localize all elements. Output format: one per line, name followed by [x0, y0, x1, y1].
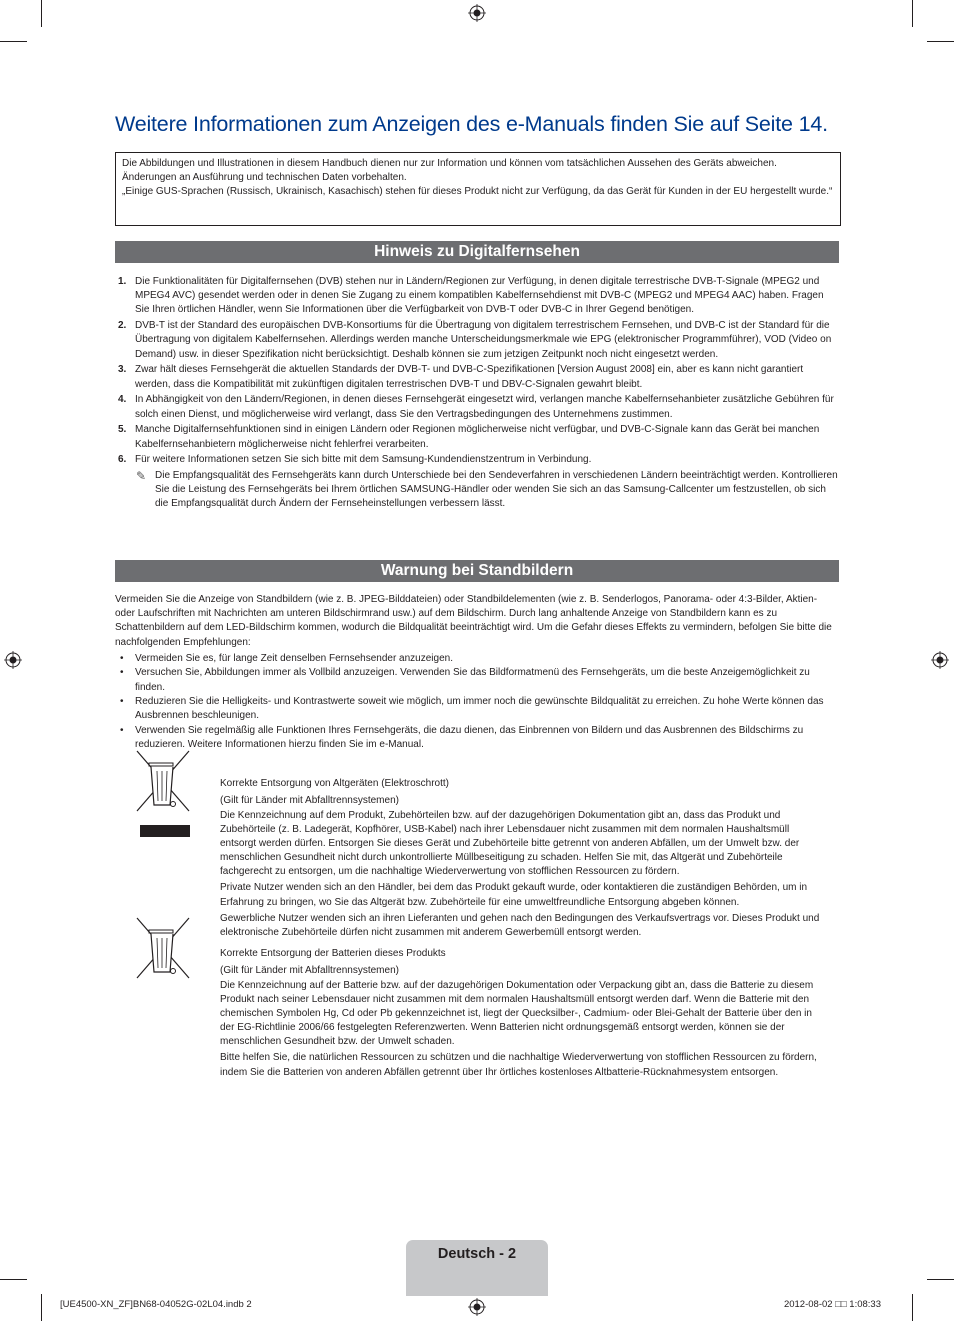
notice-box — [115, 152, 841, 226]
registration-mark-icon — [468, 1298, 486, 1316]
list-item — [115, 275, 839, 318]
crop-mark — [912, 0, 913, 27]
disposal-paragraph: Bitte helfen Sie, die natürlichen Ressourcen zu schützen und die nachhaltige Wiederverwertung von stofflichen Ressourcen zu fördern, indem Sie die Batterien von anderen Abfällen getrennt über Ihr örtliches kostenloses Altbatterie-Rücknahmesystem entsorgen. — [220, 1052, 817, 1078]
disposal-heading: Korrekte Entsorgung von Altgeräten (Elektroschrott) — [220, 778, 450, 789]
digital-tv-list — [115, 275, 839, 513]
crop-mark — [0, 1279, 27, 1280]
section-heading-still-images: Warnung bei Standbildern — [115, 560, 839, 582]
disposal-heading: Korrekte Entsorgung der Batterien dieses Produkts — [220, 948, 446, 959]
recommendation-list — [115, 652, 839, 752]
item-text: Vermeiden Sie es, für lange Zeit denselben Fernsehsender anzuzeigen. — [135, 652, 453, 664]
disposal-section-batteries — [220, 945, 820, 1082]
item-text: Für weitere Informationen setzen Sie sich bitte mit dem Samsung-Kundendienstzentrum in Verbindung. — [135, 454, 592, 466]
notice-text: „Einige GUS-Sprachen (Russisch, Ukrainisch, Kasachisch) stehen für dieses Produkt nicht zur Verfügung, da das Gerät für Kunden in der EU hergestellt wurde.“ — [122, 186, 833, 198]
crop-mark — [0, 41, 27, 42]
registration-mark-icon — [4, 651, 22, 669]
item-text: Reduzieren Sie die Helligkeits- und Kontrastwerte soweit wie möglich, um immer noch die gewünschte Bildqualität zu erreichen. Zu hohe Werte können das Ausbrennen beschleunigen. — [135, 696, 824, 722]
item-number: 1. — [118, 276, 127, 287]
registration-mark-icon — [931, 651, 949, 669]
list-item — [115, 363, 839, 391]
item-text: Zwar hält dieses Fernsehgerät die aktuellen Standards der DVB-T- und DVB-C-Spezifikationen [Version August 2008] ein, aber es kann nicht garantiert werden, dass die Kompatibilität mit zukünftigen digitalen terrestrischen DVB-T und DBV-C-Signalen gewahrt bleibt. — [135, 364, 804, 390]
notice-text: Die Abbildungen und Illustrationen in diesem Handbuch dienen nur zur Information und können vom tatsächlichen Aussehen des Geräts abweichen. Änderungen an Ausführung und technischen Daten vorbehalten. — [122, 158, 777, 184]
disposal-subheading: (Gilt für Länder mit Abfalltrennsystemen) — [220, 795, 399, 806]
list-item — [115, 666, 839, 694]
bullet: • — [120, 724, 124, 736]
item-number: 5. — [118, 424, 127, 436]
crop-mark — [912, 1294, 913, 1321]
section-heading-digital-tv: Hinweis zu Digitalfernsehen — [115, 241, 839, 263]
registration-mark-icon — [468, 4, 486, 22]
print-slug-file: [UE4500-XN_ZF]BN68-04052G-02L04.indb 2 — [60, 1299, 252, 1310]
crop-mark — [927, 41, 954, 42]
crop-mark — [927, 1279, 954, 1280]
crop-mark — [41, 1294, 42, 1321]
crossed-bin-icon — [133, 749, 193, 839]
reception-note — [135, 469, 839, 512]
item-text: Versuchen Sie, Abbildungen immer als Vollbild anzuzeigen. Verwenden Sie das Bildformatmenü des Fernsehgeräts, um die beste Anzeigemöglichkeit zu finden. — [135, 667, 810, 693]
disposal-paragraph: Die Kennzeichnung auf dem Produkt, Zubehörteilen bzw. auf der dazugehörigen Dokumentation gibt an, dass das Produkt und Zubehörteile (z. B. Ladegerät, Kopfhörer, USB-Kabel) nach ihrer Lebensdauer nicht zusammen mit dem normalen Haushaltsmüll entsorgt werden dürfen. Entsorgen Sie dieses Gerät und Zubehörteile bitte getrennt von anderen Abfällen, um der Umwelt bzw. der menschlichen Gesundheit nicht durch unkontrollierte Müllbeseitigung zu schaden. Helfen Sie mit, das Altgerät und Zubehörteile fachgerecht zu entsorgen, um die nachhaltige Wiederverwertung von stofflichen Ressourcen zu fördern. — [220, 810, 800, 878]
item-text: DVB-T ist der Standard des europäischen DVB-Konsortiums für die Übertragung von digitalem terrestrischem Fernsehen, und DVB-C ist der Standard für die Übertragung von digitalem Kabelfernsehen. Allerdings werden manche Unterscheidungsmerkmale wie EPG (elektronischer Programmführer), VOD (Video on Demand) usw. in dieser Spezifikation nicht berücksichtigt. Deshalb können sie zum jetzigen Zeitpunkt noch nicht eingesetzt werden. — [135, 320, 832, 360]
item-number: 2. — [118, 320, 127, 332]
list-item — [115, 453, 839, 511]
page-number: Deutsch - 2 — [437, 1246, 517, 1262]
bullet: • — [120, 652, 124, 664]
list-item — [115, 423, 839, 451]
still-image-warning — [115, 593, 839, 752]
note-text: Die Empfangsqualität des Fernsehgeräts kann durch Unterschiede bei den Sendeverfahren in verschiedenen Ländern beeinträchtigt werden. Kontrollieren Sie die Leistung des Fernsehgeräts bei Ihrem örtlichen SAMSUNG-Händler oder wenden Sie sich an das Samsung-Callcenter um festzustellen, ob sich die Empfangsqualität durch Ändern der Fernseheinstellungen verbessern lässt. — [155, 469, 838, 510]
item-text: Manche Digitalfernsehfunktionen sind in einigen Ländern oder Regionen möglicherweise nicht verfügbar, und DVB-C-Signale kann das Gerät bei manchen Kabelfernsehanbietern möglicherweise nicht fehlerfrei verarbeiten. — [135, 424, 820, 450]
pencil-note-icon: ✎ — [136, 468, 147, 483]
item-number: 4. — [118, 394, 127, 406]
print-slug-date: 2012-08-02 □□ 1:08:33 — [783, 1299, 881, 1310]
list-item — [115, 393, 839, 421]
page-title: Weitere Informationen zum Anzeigen des e-Manuals finden Sie auf Seite 14. — [115, 112, 828, 136]
list-item — [115, 652, 839, 666]
item-text: Verwenden Sie regelmäßig alle Funktionen Ihres Fernsehgeräts, die dazu dienen, das Einbrennen von Bildern und das Ausbrennen des Bildschirms zu reduzieren. Weitere Informationen hierzu finden Sie im e-Manual. — [135, 724, 804, 750]
crop-mark — [41, 0, 42, 27]
bullet: • — [120, 696, 124, 708]
disposal-paragraph: Private Nutzer wenden sich an den Händler, bei dem das Produkt gekauft wurde, oder kontaktieren die zuständigen Behörden, um in Erfahrung zu bringen, wo Sie das Altgerät bzw. Zubehörteile für eine umweltfreundliche Entsorgung abgeben können. — [220, 882, 808, 908]
item-text: Die Funktionalitäten für Digitalfernsehen (DVB) stehen nur in Ländern/Regionen zur Verfügung, in denen digitale terrestrische DVB-T-Signale (MPEG2 und MPEG4 AVC) gesendet werden oder in denen Sie Zugang zu einem kompatiblen Kabelfernsehdienst mit DVB-C (MPEG2 und MPEG4 AAC) haben. Fragen Sie Ihren örtlichen Händler, wenn Sie Informationen über die Verfügbarkeit von DVB-T oder DVB-C in Ihrer Gegend benötigen. — [135, 276, 824, 316]
item-number: 6. — [118, 454, 127, 466]
disposal-subheading: (Gilt für Länder mit Abfalltrennsystemen) — [220, 965, 399, 976]
crossed-bin-icon — [133, 916, 193, 982]
bullet: • — [120, 667, 124, 679]
item-number: 3. — [118, 364, 127, 376]
list-item — [115, 724, 839, 752]
item-text: In Abhängigkeit von den Ländern/Regionen, in denen dieses Fernsehgerät eingesetzt wird, verlangen manche Kabelfernsehanbieter zusätzliche Gebühren für solch einen Dienst, und möglicherweise wird verlangt, dass Sie den Vertragsbedingungen des Unternehmens zustimmen. — [135, 394, 834, 420]
disposal-paragraph: Gewerbliche Nutzer wenden sich an ihren Lieferanten und gehen nach den Bedingungen des Verkaufsvertrags vor. Dieses Produkt und elektronische Zubehörteile dürfen nicht zusammen mit anderem Gewerbemüll entsorgt werden. — [220, 912, 820, 938]
list-item — [115, 695, 839, 723]
list-item — [115, 319, 839, 362]
warning-intro: Vermeiden Sie die Anzeige von Standbildern (wie z. B. JPEG-Bilddateien) oder Standbildelementen (wie z. B. Senderlogos, Panorama- oder 4:3-Bilder, Aktien- oder Laufschriften mit Nachrichten am unteren Bildschirmrand usw.) auf dem Bildschirm. Durch lang anhaltende Anzeige von Standbildern kann es zu Schattenbildern auf dem LED-Bildschirm kommen, wodurch die Bildqualität beeinträchtigt wird. Um die Gefahr dieses Effekts zu vermindern, befolgen Sie bitte die nachfolgenden Empfehlungen: — [115, 594, 832, 648]
disposal-section-electronics — [220, 775, 820, 942]
disposal-paragraph: Die Kennzeichnung auf der Batterie bzw. auf der dazugehörigen Dokumentation oder Verpackung gibt an, dass die Batterie zu diesem Produkt nach seiner Lebensdauer nicht zusammen mit dem normalen Haushaltsmüll entsorgt werden darf. Wenn die Batterie mit den chemischen Symbolen Hg, Cd oder Pb gekennzeichnet ist, liegt der Quecksilber-, Cadmium- oder Blei-Gehalt der Batterie über den in der EG-Richtlinie 2006/66 festgelegten Referenzwerten. Wenn Batterien nicht ordnungsgemäß entsorgt werden, können sie der menschlichen Gesundheit bzw. der Umwelt schaden. — [220, 980, 814, 1048]
